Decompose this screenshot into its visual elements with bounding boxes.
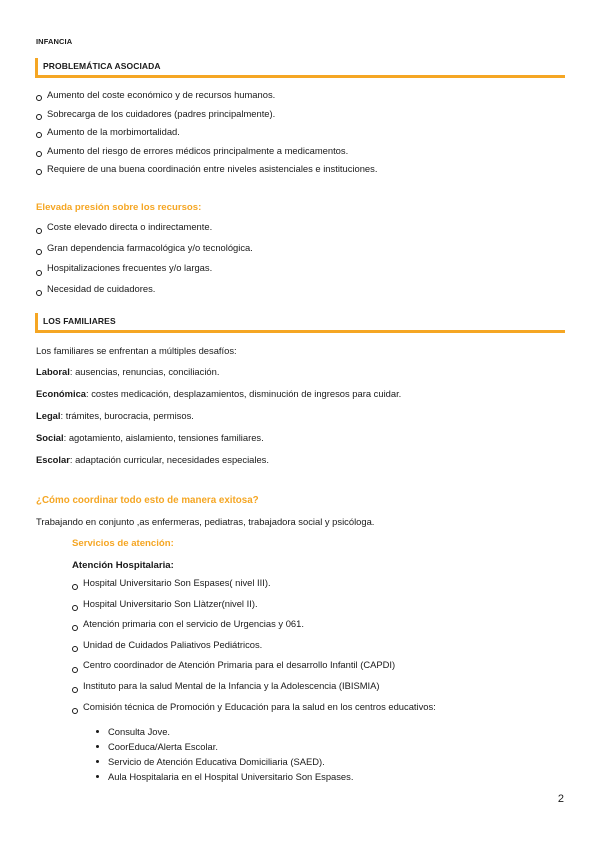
list-item: Centro coordinador de Atención Primaria para el desarrollo Infantil (CAPDI) bbox=[72, 659, 436, 680]
comision-sublist bbox=[96, 724, 353, 784]
challenge-label: Escolar bbox=[36, 454, 70, 465]
problematica-section-bar bbox=[35, 58, 565, 78]
challenge-text: : ausencias, renuncias, conciliación. bbox=[69, 366, 220, 377]
coordination-question: ¿Cómo coordinar todo esto de manera exitosa? bbox=[36, 495, 259, 506]
list-item: Aumento del coste económico y de recursos humanos. bbox=[36, 89, 377, 108]
list-item: Hospitalizaciones frecuentes y/o largas. bbox=[36, 262, 253, 283]
coordination-answer: Trabajando en conjunto ,as enfermeras, pediatras, trabajadora social y psicóloga. bbox=[36, 516, 375, 527]
list-item: Aumento del riesgo de errores médicos principalmente a medicamentos. bbox=[36, 145, 377, 164]
list-item: Aumento de la morbimortalidad. bbox=[36, 126, 377, 145]
challenge-label: Legal bbox=[36, 410, 61, 421]
challenge-label: Económica bbox=[36, 388, 87, 399]
challenge-label: Laboral bbox=[36, 366, 70, 377]
challenge-text: : costes medicación, desplazamientos, disminución de ingresos para cuidar. bbox=[86, 388, 402, 399]
list-item: Unidad de Cuidados Paliativos Pediátricos. bbox=[72, 639, 436, 660]
page-number: 2 bbox=[557, 793, 564, 805]
servicios-heading: Servicios de atención: bbox=[72, 538, 174, 549]
list-item: Requiere de una buena coordinación entre niveles asistenciales e instituciones. bbox=[36, 163, 377, 182]
problematica-list bbox=[36, 89, 377, 182]
list-item: Hospital Universitario Son Espases( nivel III). bbox=[72, 577, 436, 598]
list-item: Coste elevado directa o indirectamente. bbox=[36, 221, 253, 242]
familiares-title: LOS FAMILIARES bbox=[43, 316, 116, 326]
list-item: Necesidad de cuidadores. bbox=[36, 283, 253, 304]
challenge-label: Social bbox=[36, 432, 64, 443]
challenge-line bbox=[36, 366, 219, 377]
list-item: Sobrecarga de los cuidadores (padres principalmente). bbox=[36, 108, 377, 127]
presion-list bbox=[36, 221, 253, 304]
problematica-title: PROBLEMÁTICA ASOCIADA bbox=[43, 61, 161, 71]
challenge-line bbox=[36, 432, 264, 443]
servicios-list bbox=[72, 577, 436, 721]
list-item: Gran dependencia farmacológica y/o tecnológica. bbox=[36, 242, 253, 263]
challenge-text: : trámites, burocracia, permisos. bbox=[60, 410, 194, 421]
challenge-line bbox=[36, 410, 194, 421]
challenge-line bbox=[36, 388, 401, 399]
list-item: Aula Hospitalaria en el Hospital Universitario Son Espases. bbox=[96, 769, 353, 784]
challenge-text: : adaptación curricular, necesidades especiales. bbox=[69, 454, 269, 465]
hospitalaria-heading: Atención Hospitalaria: bbox=[72, 560, 174, 571]
list-item: Comisión técnica de Promoción y Educación para la salud en los centros educativos: bbox=[72, 701, 436, 722]
list-item: CoorEduca/Alerta Escolar. bbox=[96, 739, 353, 754]
list-item: Instituto para la salud Mental de la Infancia y la Adolescencia (IBISMIA) bbox=[72, 680, 436, 701]
challenge-line bbox=[36, 454, 269, 465]
list-item: Atención primaria con el servicio de Urgencias y 061. bbox=[72, 618, 436, 639]
presion-heading: Elevada presión sobre los recursos: bbox=[36, 202, 202, 213]
list-item: Consulta Jove. bbox=[96, 724, 353, 739]
familiares-intro: Los familiares se enfrentan a múltiples desafíos: bbox=[36, 345, 237, 356]
challenge-text: : agotamiento, aislamiento, tensiones familiares. bbox=[63, 432, 264, 443]
list-item: Servicio de Atención Educativa Domiciliaria (SAED). bbox=[96, 754, 353, 769]
section-header-label: INFANCIA bbox=[36, 37, 73, 46]
list-item: Hospital Universitario Son Llàtzer(nivel II). bbox=[72, 598, 436, 619]
familiares-section-bar bbox=[35, 313, 565, 333]
